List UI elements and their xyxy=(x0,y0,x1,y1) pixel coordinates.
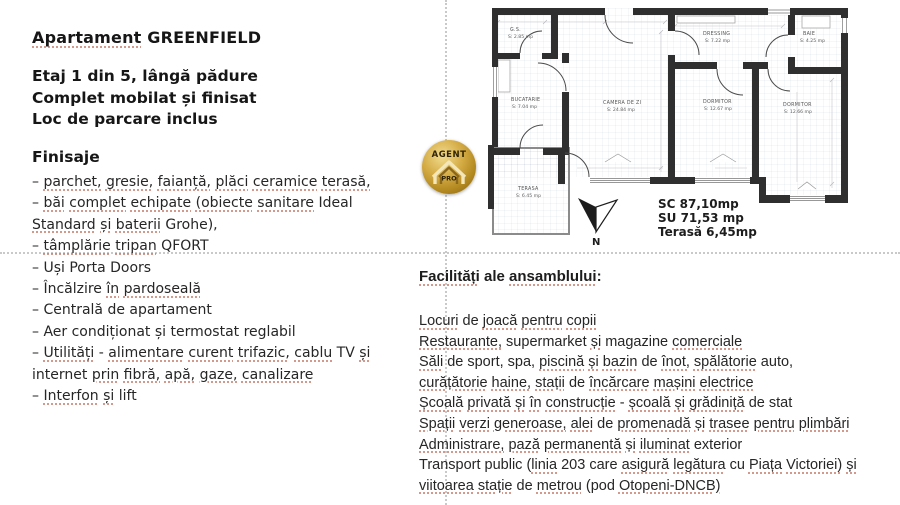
finisaje-item: Standard și baterii Grohe), xyxy=(32,216,218,233)
room-area: S: 12.67 mp xyxy=(704,107,732,112)
finisaje-item: internet prin fibră, apă, gaze, canalizare xyxy=(32,366,314,383)
facility-item: Administrare, pază permanentă și iluminat exterior xyxy=(419,436,743,453)
squiggled-word: echipate xyxy=(130,195,192,212)
squiggled-word: (obiecte xyxy=(195,195,253,212)
room-label: DORMITOR xyxy=(703,100,732,105)
squiggled-word: trasee xyxy=(709,415,750,432)
facility-item: curățătorie haine, stații de încărcare mașini electrice xyxy=(419,374,754,391)
squiggled-word: Interfon xyxy=(43,388,99,405)
squiggled-word: curent xyxy=(188,345,234,362)
squiggled-word: grădiniță xyxy=(689,395,745,412)
squiggled-word: Utilități xyxy=(43,345,95,362)
finisaje-item: – Aer condiționat și termostat reglabil xyxy=(32,323,296,340)
squiggled-word: alimentare xyxy=(108,345,184,362)
squiggled-word: haine, xyxy=(491,374,532,391)
squiggled-word: trifazic, xyxy=(237,345,290,362)
squiggled-word: linia xyxy=(531,457,558,474)
room-label: DRESSING xyxy=(703,32,731,37)
facility-item: Locuri de joacă pentru copii xyxy=(419,313,597,329)
finisaje-item: – parchet, gresie, faianță, plăci ceramice terasă, xyxy=(32,174,371,190)
squiggled-word: legătura xyxy=(673,457,726,474)
bath-tub xyxy=(802,16,830,28)
apartment-title: Apartament GREENFIELD xyxy=(32,28,262,47)
squiggled-word: baterii xyxy=(115,216,161,233)
finisaje-item: – tâmplărie tripan QFORT xyxy=(32,238,209,255)
squiggled-word: joacă xyxy=(482,313,518,329)
squiggled-word: Victoriei) xyxy=(786,457,843,474)
squiggled-word: Săli xyxy=(419,354,444,371)
facility-item: Săli de sport, spa, piscină și bazin de înot, spălătorie auto, xyxy=(419,354,794,371)
agent-pro-badge xyxy=(422,140,476,194)
squiggled-word: promenadă xyxy=(617,415,691,432)
squiggled-word: tâmplărie xyxy=(43,238,111,255)
squiggled-word: piscină xyxy=(539,354,585,371)
squiggled-word: terasă, xyxy=(321,174,371,190)
apartment-subtitle-lines xyxy=(32,66,258,131)
squiggled-word: comerciale xyxy=(672,333,743,350)
summary-sc: SC 87,10mp xyxy=(658,197,739,211)
squiggled-word: permanentă xyxy=(543,436,622,453)
squiggled-word: Standard xyxy=(32,216,96,233)
squiggled-word: gresie, xyxy=(105,174,154,190)
squiggled-word: sanitare xyxy=(257,195,315,212)
squiggled-word: complet xyxy=(69,195,127,212)
squiggled-word: faianță, xyxy=(157,174,211,190)
squiggled-word: Otopeni-DNCB) xyxy=(618,477,721,494)
squiggled-word: metrou xyxy=(536,477,582,494)
squiggled-word: și xyxy=(590,333,602,350)
finisaje-item: – Interfon și lift xyxy=(32,388,137,405)
squiggled-word: Școală xyxy=(419,395,464,412)
squiggled-word: și xyxy=(100,216,112,233)
summary-terasa: Terasă 6,45mp xyxy=(658,225,757,239)
facilities-heading: Facilități ale ansamblului: xyxy=(419,268,602,285)
facilities-list xyxy=(419,311,889,496)
squiggled-word: alei xyxy=(570,415,594,432)
badge-top-label: AGENT xyxy=(431,150,467,160)
room-label: TERASA xyxy=(518,187,539,192)
facility-item: Spații verzi generoase, alei de promenadă și trasee pentru plimbări xyxy=(419,415,850,432)
squiggled-word: bazin xyxy=(602,354,638,371)
squiggled-word: Facilități xyxy=(419,268,480,285)
subtitle-line: Etaj 1 din 5, lângă pădure xyxy=(32,67,258,85)
squiggled-word: Piața xyxy=(748,457,783,474)
squiggled-word: încărcare xyxy=(589,374,650,391)
squiggled-word: pază xyxy=(508,436,540,453)
finisaje-item: – băi complet echipate (obiecte sanitare Ideal xyxy=(32,195,353,212)
squiggled-word: tripan xyxy=(115,238,157,255)
room-area: S: 2.85 mp xyxy=(508,35,534,40)
subtitle-line: Complet mobilat și finisat xyxy=(32,88,257,107)
squiggled-word: Spații xyxy=(419,415,456,432)
squiggled-word: curățătorie xyxy=(419,374,488,391)
finisaje-item: – Utilități - alimentare curent trifazic, cablu TV și xyxy=(32,345,371,362)
squiggled-word: pardoseală xyxy=(123,281,201,298)
room-area: S: 7.04 mp xyxy=(512,105,538,110)
squiggled-word: băi xyxy=(43,195,65,212)
squiggled-word: și xyxy=(674,395,686,412)
squiggled-word: prin xyxy=(91,366,120,383)
facility-item: Restaurante, supermarket și magazine comerciale xyxy=(419,333,743,350)
squiggled-word: stație xyxy=(477,477,513,494)
squiggled-word: iluminat xyxy=(639,436,690,453)
room-area: S: 7.22 mp xyxy=(705,39,731,44)
room-area: S: 4.25 mp xyxy=(800,39,826,44)
squiggled-word: electrice xyxy=(699,374,754,391)
finisaje-item: – Uși Porta Doors xyxy=(32,259,152,276)
room-area: S: 24.84 mp xyxy=(607,108,635,113)
squiggled-word: cablu xyxy=(294,345,333,362)
room-label: DORMITOR xyxy=(783,103,812,108)
squiggled-word: asigură xyxy=(621,457,670,474)
squiggled-word: fibră, xyxy=(123,366,161,383)
agent-pro-badge-art xyxy=(422,140,476,194)
room-area: S: 6.45 mp xyxy=(516,194,542,199)
squiggled-word: și xyxy=(103,388,115,405)
squiggled-word: școală xyxy=(628,395,671,412)
north-arrow-icon xyxy=(578,198,617,248)
squiggled-word: generoase, xyxy=(493,415,567,432)
squiggled-word: pentru xyxy=(521,313,563,329)
facility-item: viitoarea stație de metrou (pod Otopeni-DNCB) xyxy=(419,477,721,494)
squiggled-word: și xyxy=(694,415,706,432)
squiggled-word: ceramice xyxy=(252,174,318,190)
floorplan xyxy=(485,2,857,248)
room-label: BAIE xyxy=(803,32,816,37)
room-label: G.S. xyxy=(510,28,522,33)
squiggled-word: gaze, xyxy=(199,366,238,383)
squiggled-word: și xyxy=(359,345,371,362)
squiggled-word: înot, xyxy=(661,354,690,371)
squiggled-word: verzi xyxy=(459,415,490,432)
badge-middle-label: PRO xyxy=(441,174,457,183)
room-label: CAMERA DE ZI xyxy=(603,101,642,106)
room-area: S: 12.66 mp xyxy=(784,110,812,115)
subtitle-line: Loc de parcare inclus xyxy=(32,110,218,128)
dressing-wardrobe xyxy=(677,16,735,23)
squiggled-word: viitoarea xyxy=(419,477,474,494)
squiggled-word: Administrare, xyxy=(419,436,505,453)
finisaje-item: – Încălzire în pardoseală xyxy=(32,281,201,298)
north-label: N xyxy=(592,237,601,248)
squiggled-word: plăci xyxy=(215,174,249,190)
squiggled-word: și xyxy=(588,354,599,371)
squiggled-word: ansamblului xyxy=(509,268,597,285)
room-label: BUCATARIE xyxy=(511,98,541,103)
squiggled-word: în xyxy=(529,395,542,412)
finisaje-item: – Centrală de apartament xyxy=(32,302,212,319)
facility-item: Școală privată și în construcție - școală și grădiniță de stat xyxy=(419,395,793,412)
finisaje-heading: Finisaje xyxy=(32,148,100,166)
squiggled-word: plimbări xyxy=(798,415,850,432)
squiggled-word: copii xyxy=(566,313,597,329)
finisaje-list xyxy=(32,172,432,407)
squiggled-word: Locuri xyxy=(419,313,459,329)
kitchen-counter xyxy=(498,60,510,92)
squiggled-word: privată xyxy=(467,395,511,412)
squiggled-word: apă, xyxy=(164,366,196,383)
squiggled-word: mașini xyxy=(653,374,696,391)
summary-su: SU 71,53 mp xyxy=(658,211,744,225)
squiggled-word: construcție xyxy=(545,395,616,412)
squiggled-word: parchet, xyxy=(43,174,102,190)
squiggled-word: pentru xyxy=(753,415,795,432)
facility-item: Transport public (linia 203 care asigură legătura cu Piața Victoriei) și xyxy=(419,457,857,474)
squiggled-word: Apartament xyxy=(32,28,142,47)
squiggled-word: și xyxy=(514,395,526,412)
squiggled-word: în xyxy=(106,281,120,298)
squiggled-word: stații xyxy=(535,374,565,391)
squiggled-word: spălătorie xyxy=(693,354,757,371)
squiggled-word: și xyxy=(846,457,857,474)
squiggled-word: canalizare xyxy=(241,366,314,383)
squiggled-word: Restaurante, xyxy=(419,333,503,350)
squiggled-word: și xyxy=(625,436,636,453)
